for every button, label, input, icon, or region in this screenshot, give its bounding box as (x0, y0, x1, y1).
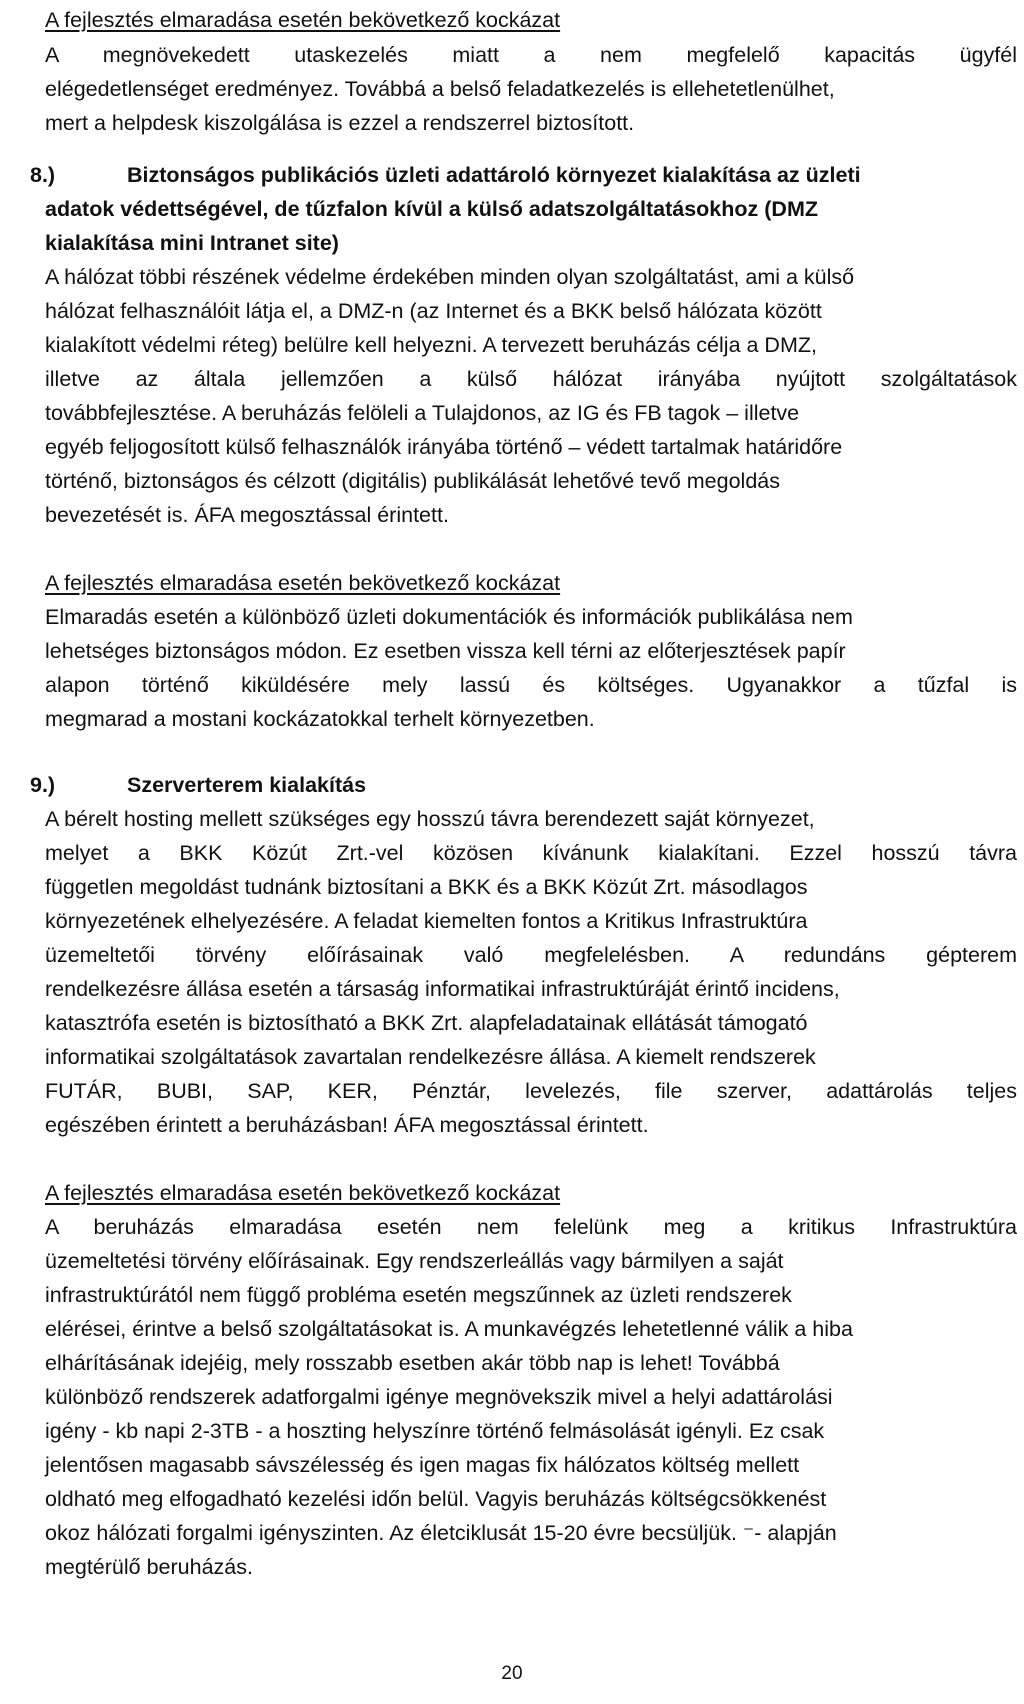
text-line: elhárításának idejéig, mely rosszabb esetben akár több nap is lehet! Továbbá (45, 1351, 780, 1375)
text-line: elérései, érintve a belső szolgáltatásokat is. A munkavégzés lehetetlenné válik a hiba (45, 1317, 853, 1341)
text-line: hálózat felhasználóit látja el, a DMZ-n (az Internet és a BKK belső hálózata között (45, 299, 822, 323)
text-line: továbbfejlesztése. A beruházás felöleli a Tulajdonos, az IG és FB tagok – illetve (45, 401, 800, 425)
text-line: megmarad a mostani kockázatokkal terhelt környezetben. (45, 707, 595, 731)
text-line: A hálózat többi részének védelme érdekében minden olyan szolgáltatást, ami a külső (45, 265, 855, 289)
text-line: katasztrófa esetén is biztosítható a BKK Zrt. alapfeladatainak ellátását támogató (45, 1011, 808, 1035)
section-title-8-line-1: Biztonságos publikációs üzleti adattároló környezet kialakítása az üzleti (127, 163, 861, 187)
text-line: FUTÁR, BUBI, SAP, KER, Pénztár, levelezés, file szerver, adattárolás teljes (45, 1079, 1017, 1103)
text-line: jelentősen magasabb sávszélesség és igen magas fix hálózatos költség mellett (45, 1453, 800, 1477)
text-line: lehetséges biztonságos módon. Ez esetben vissza kell térni az előterjesztések papír (45, 639, 846, 663)
text-line: oldható meg elfogadható kezelési időn belül. Vagyis beruházás költségcsökkenést (45, 1487, 827, 1511)
text-line: mert a helpdesk kiszolgálása is ezzel a rendszerrel biztosított. (45, 111, 635, 135)
text-line: bevezetését is. ÁFA megosztással érintett. (45, 503, 449, 527)
text-line: egészében érintett a beruházásban! ÁFA megosztással érintett. (45, 1113, 649, 1137)
text-line: egyéb feljogosított külső felhasználók irányába történő – védett tartalmak határidőre (45, 435, 843, 459)
text-line: informatikai szolgáltatások zavartalan rendelkezésre állása. A kiemelt rendszerek (45, 1045, 816, 1069)
text-line: alapon történő kiküldésére mely lassú és költséges. Ugyanakkor a tűzfal is (45, 673, 1017, 697)
text-line: A beruházás elmaradása esetén nem felelünk meg a kritikus Infrastruktúra (45, 1215, 1017, 1239)
text-line: A bérelt hosting mellett szükséges egy hosszú távra berendezett saját környezet, (45, 807, 815, 831)
section-number-9: 9.) (30, 773, 56, 797)
text-line: melyet a BKK Közút Zrt.-vel közösen kívánunk kialakítani. Ezzel hosszú távra (45, 841, 1017, 865)
text-line: igény - kb napi 2-3TB - a hoszting helyszínre történő felmásolását igényli. Ez csak (45, 1419, 825, 1443)
text-line: illetve az általa jellemzően a külső hálózat irányába nyújtott szolgáltatások (45, 367, 1017, 391)
text-line: környezetének elhelyezésére. A feladat kiemelten fontos a Kritikus Infrastruktúra (45, 909, 808, 933)
risk-heading-1: A fejlesztés elmaradása esetén bekövetkező kockázat (45, 8, 561, 32)
text-line: infrastruktúrától nem függő probléma esetén megszűnnek az üzleti rendszerek (45, 1283, 792, 1307)
section-title-8-line-3: kialakítása mini Intranet site) (45, 231, 339, 255)
text-line: kialakított védelmi réteg) belülre kell helyezni. A tervezett beruházás célja a DMZ, (45, 333, 817, 357)
text-line: okoz hálózati forgalmi igényszinten. Az életciklusát 15-20 évre becsüljük. ⁻‐ alapján (45, 1521, 837, 1545)
text-line: különböző rendszerek adatforgalmi igénye megnövekszik mivel a helyi adattárolási (45, 1385, 833, 1409)
text-line: A megnövekedett utaskezelés miatt a nem megfelelő kapacitás ügyfél (45, 43, 1017, 67)
text-line: üzemeltetői törvény előírásainak való megfelelésben. A redundáns gépterem (45, 943, 1017, 967)
text-line: üzemeltetési törvény előírásainak. Egy rendszerleállás vagy bármilyen a saját (45, 1249, 784, 1273)
page-number: 20 (501, 1663, 523, 1684)
text-line: elégedetlenséget eredményez. Továbbá a belső feladatkezelés is ellehetetlenülhet, (45, 77, 835, 101)
risk-heading-9: A fejlesztés elmaradása esetén bekövetkező kockázat (45, 1181, 561, 1205)
text-line: Elmaradás esetén a különböző üzleti dokumentációk és információk publikálása nem (45, 605, 853, 629)
section-title-9: Szerverterem kialakítás (127, 773, 367, 797)
risk-heading-8: A fejlesztés elmaradása esetén bekövetkező kockázat (45, 571, 561, 595)
text-line: független megoldást tudnánk biztosítani a BKK és a BKK Közút Zrt. másodlagos (45, 875, 808, 899)
section-title-8-line-2: adatok védettségével, de tűzfalon kívül a külső adatszolgáltatásokhoz (DMZ (45, 197, 818, 221)
text-line: megtérülő beruházás. (45, 1555, 253, 1579)
text-line: rendelkezésre állása esetén a társaság informatikai infrastruktúráját érintő incidens, (45, 977, 840, 1001)
text-line: történő, biztonságos és célzott (digitális) publikálását lehetővé tevő megoldás (45, 469, 780, 493)
section-number-8: 8.) (30, 163, 56, 187)
